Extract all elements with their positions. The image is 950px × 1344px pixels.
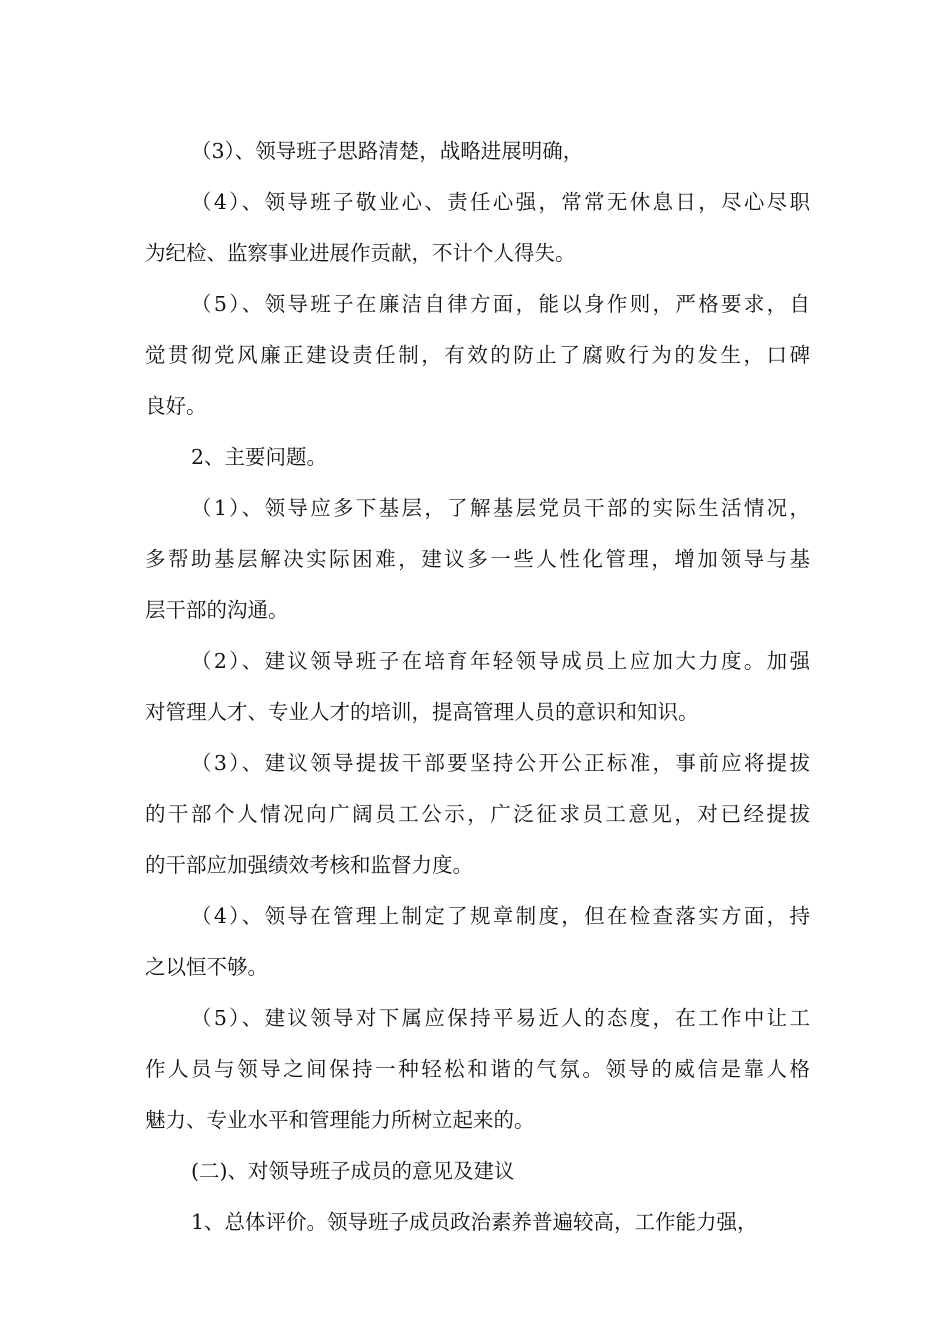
text-line: 层干部的沟通。 bbox=[145, 598, 289, 622]
text-line: 觉贯彻党风廉正建设责任制，有效的防止了腐败行为的发生，口碑 bbox=[145, 343, 810, 367]
text-line: （3）、建议领导提拔干部要坚持公开公正标准，事前应将提拔 bbox=[191, 751, 810, 775]
text-line: 之以恒不够。 bbox=[145, 955, 268, 979]
paragraph-leadership-clear-thinking bbox=[145, 126, 810, 177]
paragraph-overall-evaluation bbox=[145, 1197, 810, 1248]
text-line: 1、总体评价。领导班子成员政治素养普遍较高，工作能力强， bbox=[191, 1210, 758, 1234]
paragraph-problem-grassroots bbox=[145, 483, 810, 636]
section-heading-main-problems bbox=[145, 432, 810, 483]
paragraph-problem-young-leaders bbox=[145, 636, 810, 738]
text-line: 魅力、专业水平和管理能力所树立起来的。 bbox=[145, 1108, 535, 1132]
text-line: （5）、建议领导对下属应保持平易近人的态度，在工作中让工 bbox=[191, 1006, 810, 1030]
text-line: （2）、建议领导班子在培育年轻领导成员上应加大力度。加强 bbox=[191, 649, 810, 673]
text-line: 为纪检、监察事业进展作贡献，不计个人得失。 bbox=[145, 241, 576, 265]
section-heading-member-suggestions bbox=[145, 1146, 810, 1197]
text-line: （4）、领导在管理上制定了规章制度，但在检查落实方面，持 bbox=[191, 904, 810, 928]
text-line: 的干部个人情况向广阔员工公示，广泛征求员工意见，对已经提拔 bbox=[145, 802, 810, 826]
text-line: （3）、领导班子思路清楚，战略进展明确， bbox=[191, 139, 584, 163]
text-line: 对管理人才、专业人才的培训，提高管理人员的意识和知识。 bbox=[145, 700, 699, 724]
text-line: 的干部应加强绩效考核和监督力度。 bbox=[145, 853, 473, 877]
text-line: (二)、对领导班子成员的意见及建议 bbox=[191, 1159, 515, 1183]
text-line: （1）、领导应多下基层，了解基层党员干部的实际生活情况， bbox=[191, 496, 810, 520]
paragraph-problem-promotion bbox=[145, 738, 810, 891]
text-line: （4）、领导班子敬业心、责任心强，常常无休息日，尽心尽职 bbox=[191, 190, 810, 214]
paragraph-problem-attitude bbox=[145, 993, 810, 1146]
text-line: （5）、领导班子在廉洁自律方面，能以身作则，严格要求，自 bbox=[191, 292, 810, 316]
text-line: 良好。 bbox=[145, 394, 207, 418]
document-body bbox=[145, 126, 810, 1248]
paragraph-leadership-dedication bbox=[145, 177, 810, 279]
paragraph-leadership-integrity bbox=[145, 279, 810, 432]
paragraph-problem-rules bbox=[145, 891, 810, 993]
text-line: 作人员与领导之间保持一种轻松和谐的气氛。领导的威信是靠人格 bbox=[145, 1057, 810, 1081]
text-line: 多帮助基层解决实际困难，建议多一些人性化管理，增加领导与基 bbox=[145, 547, 810, 571]
text-line: 2、主要问题。 bbox=[191, 445, 328, 469]
